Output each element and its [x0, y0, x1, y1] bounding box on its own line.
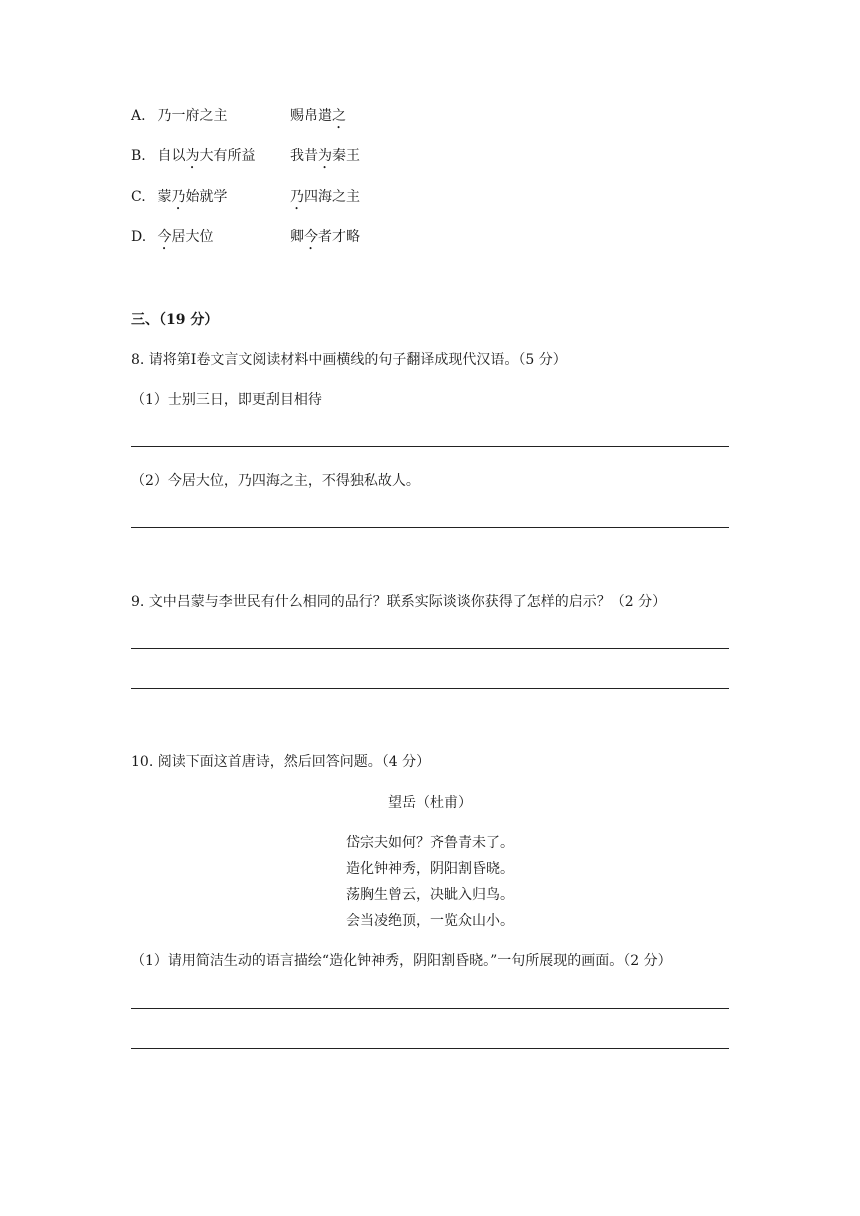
answer-line[interactable]: [131, 648, 729, 649]
answer-line[interactable]: [131, 1008, 729, 1009]
answer-line[interactable]: [131, 446, 729, 447]
option-letter: D.: [131, 229, 147, 245]
question-10-prompt: 10. 阅读下面这首唐诗，然后回答问题。（4 分）: [131, 754, 431, 770]
poem-line: 造化钟神秀，阴阳割昏晓。: [346, 861, 514, 877]
option-a: [131, 108, 227, 132]
question-9-prompt: 9. 文中吕蒙与李世民有什么相同的品行？联系实际谈谈你获得了怎样的启示？（2 分）: [131, 594, 667, 610]
answer-line[interactable]: [131, 1048, 729, 1049]
option-a-right: 赐帛遣之: [290, 108, 346, 124]
poem-title: 望岳（杜甫）: [388, 795, 472, 811]
answer-line[interactable]: [131, 688, 729, 689]
question-8-prompt: 8. 请将第Ⅰ卷文言文阅读材料中画横线的句子翻译成现代汉语。（5 分）: [131, 352, 567, 368]
option-letter: A.: [131, 108, 146, 124]
option-left-text: 今居大位: [157, 229, 214, 245]
question-8-sub1: （1）士别三日，即更刮目相待: [131, 392, 322, 408]
option-c: [131, 189, 227, 213]
option-left-text: 乃一府之主: [157, 108, 228, 124]
question-8-sub2: （2）今居大位，乃四海之主，不得独私故人。: [131, 473, 420, 489]
poem-line: 会当凌绝顶，一览众山小。: [346, 913, 514, 929]
option-left-text: 蒙乃始就学: [157, 189, 228, 205]
answer-line[interactable]: [131, 527, 729, 528]
option-d: [131, 229, 213, 253]
poem-line: 荡胸生曾云，决眦入归鸟。: [346, 887, 514, 903]
option-d-right: 卿今者才略: [290, 229, 360, 245]
question-10-sub1: （1）请用简洁生动的语言描绘“造化钟神秀，阴阳割昏晓。”一句所展现的画面。（2 分）: [131, 953, 672, 969]
section-heading: 三、（19 分）: [131, 312, 219, 328]
option-c-right: 乃四海之主: [290, 189, 360, 205]
option-left-text: 自以为大有所益: [157, 148, 256, 164]
option-letter: B.: [131, 148, 146, 164]
option-b: [131, 148, 255, 172]
option-letter: C.: [131, 189, 146, 205]
option-b-right: 我昔为秦王: [290, 148, 360, 164]
poem-line: 岱宗夫如何？齐鲁青未了。: [346, 835, 514, 851]
